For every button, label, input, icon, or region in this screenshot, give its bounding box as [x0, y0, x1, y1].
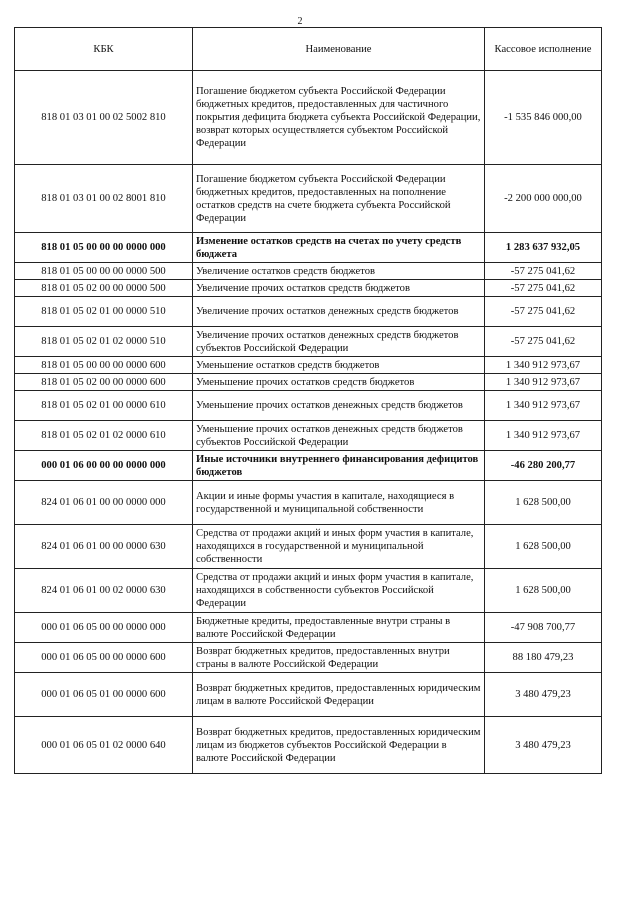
table-row [15, 525, 602, 569]
name-cell: Увеличение остатков средств бюджетов [193, 263, 485, 280]
column-header-amount: Кассовое исполнение [485, 28, 602, 71]
name-cell: Возврат бюджетных кредитов, предоставленных внутри страны в валюте Российской Федерации [193, 643, 485, 673]
kbk-cell: 818 01 05 00 00 00 0000 600 [15, 357, 193, 374]
amount-cell: -57 275 041,62 [485, 327, 602, 357]
name-cell: Возврат бюджетных кредитов, предоставленных юридическим лицам из бюджетов субъектов Российской Федерации в валюте Российской Федерации [193, 717, 485, 774]
kbk-cell: 818 01 05 00 00 00 0000 000 [15, 233, 193, 263]
kbk-cell: 818 01 05 02 01 02 0000 510 [15, 327, 193, 357]
name-cell: Увеличение прочих остатков денежных средств бюджетов [193, 297, 485, 327]
amount-cell: -57 275 041,62 [485, 280, 602, 297]
amount-cell: 1 340 912 973,67 [485, 421, 602, 451]
kbk-cell: 000 01 06 05 01 02 0000 640 [15, 717, 193, 774]
kbk-cell: 000 01 06 00 00 00 0000 000 [15, 451, 193, 481]
table-row [15, 297, 602, 327]
kbk-cell: 824 01 06 01 00 00 0000 630 [15, 525, 193, 569]
amount-cell: -47 908 700,77 [485, 613, 602, 643]
amount-cell: 3 480 479,23 [485, 673, 602, 717]
name-cell: Средства от продажи акций и иных форм участия в капитале, находящихся в собственности субъектов Российской Федерации [193, 569, 485, 613]
table-row [15, 327, 602, 357]
table-row [15, 451, 602, 481]
table-row [15, 569, 602, 613]
name-cell: Бюджетные кредиты, предоставленные внутри страны в валюте Российской Федерации [193, 613, 485, 643]
name-cell: Уменьшение остатков средств бюджетов [193, 357, 485, 374]
kbk-cell: 818 01 05 02 00 00 0000 600 [15, 374, 193, 391]
name-cell: Акции и иные формы участия в капитале, находящиеся в государственной и муниципальной собственности [193, 481, 485, 525]
kbk-cell: 818 01 05 02 01 00 0000 510 [15, 297, 193, 327]
table-row [15, 613, 602, 643]
table-body [15, 71, 602, 774]
table-row [15, 280, 602, 297]
table-row [15, 673, 602, 717]
table-row [15, 233, 602, 263]
kbk-cell: 818 01 05 02 00 00 0000 500 [15, 280, 193, 297]
kbk-cell: 000 01 06 05 01 00 0000 600 [15, 673, 193, 717]
amount-cell: 1 628 500,00 [485, 525, 602, 569]
name-cell: Уменьшение прочих остатков денежных средств бюджетов субъектов Российской Федерации [193, 421, 485, 451]
column-header-kbk: КБК [15, 28, 193, 71]
amount-cell: 1 628 500,00 [485, 481, 602, 525]
name-cell: Увеличение прочих остатков денежных средств бюджетов субъектов Российской Федерации [193, 327, 485, 357]
table-row [15, 165, 602, 233]
kbk-cell: 818 01 05 02 01 02 0000 610 [15, 421, 193, 451]
table-header-row [15, 28, 602, 71]
kbk-cell: 818 01 05 02 01 00 0000 610 [15, 391, 193, 421]
page-number: 2 [297, 16, 303, 27]
name-cell: Уменьшение прочих остатков денежных средств бюджетов [193, 391, 485, 421]
amount-cell: 1 340 912 973,67 [485, 374, 602, 391]
table-row [15, 421, 602, 451]
amount-cell: 1 340 912 973,67 [485, 391, 602, 421]
amount-cell: 1 628 500,00 [485, 569, 602, 613]
name-cell: Погашение бюджетом субъекта Российской Федерации бюджетных кредитов, предоставленных на пополнение остатков средств на счете бюджета субъекта Российской Федерации [193, 165, 485, 233]
amount-cell: -57 275 041,62 [485, 263, 602, 280]
name-cell: Уменьшение прочих остатков средств бюджетов [193, 374, 485, 391]
name-cell: Средства от продажи акций и иных форм участия в капитале, находящихся в государственной и муниципальной собственности [193, 525, 485, 569]
amount-cell: 88 180 479,23 [485, 643, 602, 673]
kbk-cell: 824 01 06 01 00 02 0000 630 [15, 569, 193, 613]
kbk-cell: 824 01 06 01 00 00 0000 000 [15, 481, 193, 525]
kbk-cell: 818 01 03 01 00 02 5002 810 [15, 71, 193, 165]
amount-cell: -2 200 000 000,00 [485, 165, 602, 233]
kbk-cell: 000 01 06 05 00 00 0000 600 [15, 643, 193, 673]
amount-cell: -57 275 041,62 [485, 297, 602, 327]
name-cell: Увеличение прочих остатков средств бюджетов [193, 280, 485, 297]
amount-cell: 1 283 637 932,05 [485, 233, 602, 263]
table-row [15, 357, 602, 374]
table-row [15, 71, 602, 165]
kbk-cell: 818 01 03 01 00 02 8001 810 [15, 165, 193, 233]
table-row [15, 717, 602, 774]
column-header-name: Наименование [193, 28, 485, 71]
table-row [15, 391, 602, 421]
amount-cell: -1 535 846 000,00 [485, 71, 602, 165]
budget-sources-table [14, 27, 602, 774]
name-cell: Возврат бюджетных кредитов, предоставленных юридическим лицам в валюте Российской Федерации [193, 673, 485, 717]
amount-cell: 1 340 912 973,67 [485, 357, 602, 374]
amount-cell: 3 480 479,23 [485, 717, 602, 774]
table-row [15, 263, 602, 280]
table-row [15, 643, 602, 673]
kbk-cell: 000 01 06 05 00 00 0000 000 [15, 613, 193, 643]
name-cell: Изменение остатков средств на счетах по учету средств бюджета [193, 233, 485, 263]
kbk-cell: 818 01 05 00 00 00 0000 500 [15, 263, 193, 280]
table-row [15, 374, 602, 391]
amount-cell: -46 280 200,77 [485, 451, 602, 481]
table-row [15, 481, 602, 525]
name-cell: Иные источники внутреннего финансирования дефицитов бюджетов [193, 451, 485, 481]
name-cell: Погашение бюджетом субъекта Российской Федерации бюджетных кредитов, предоставленных для частичного покрытия дефицита бюджета субъекта Российской Федерации, возврат которых осуществляется субъектом Российской Федерации [193, 71, 485, 165]
